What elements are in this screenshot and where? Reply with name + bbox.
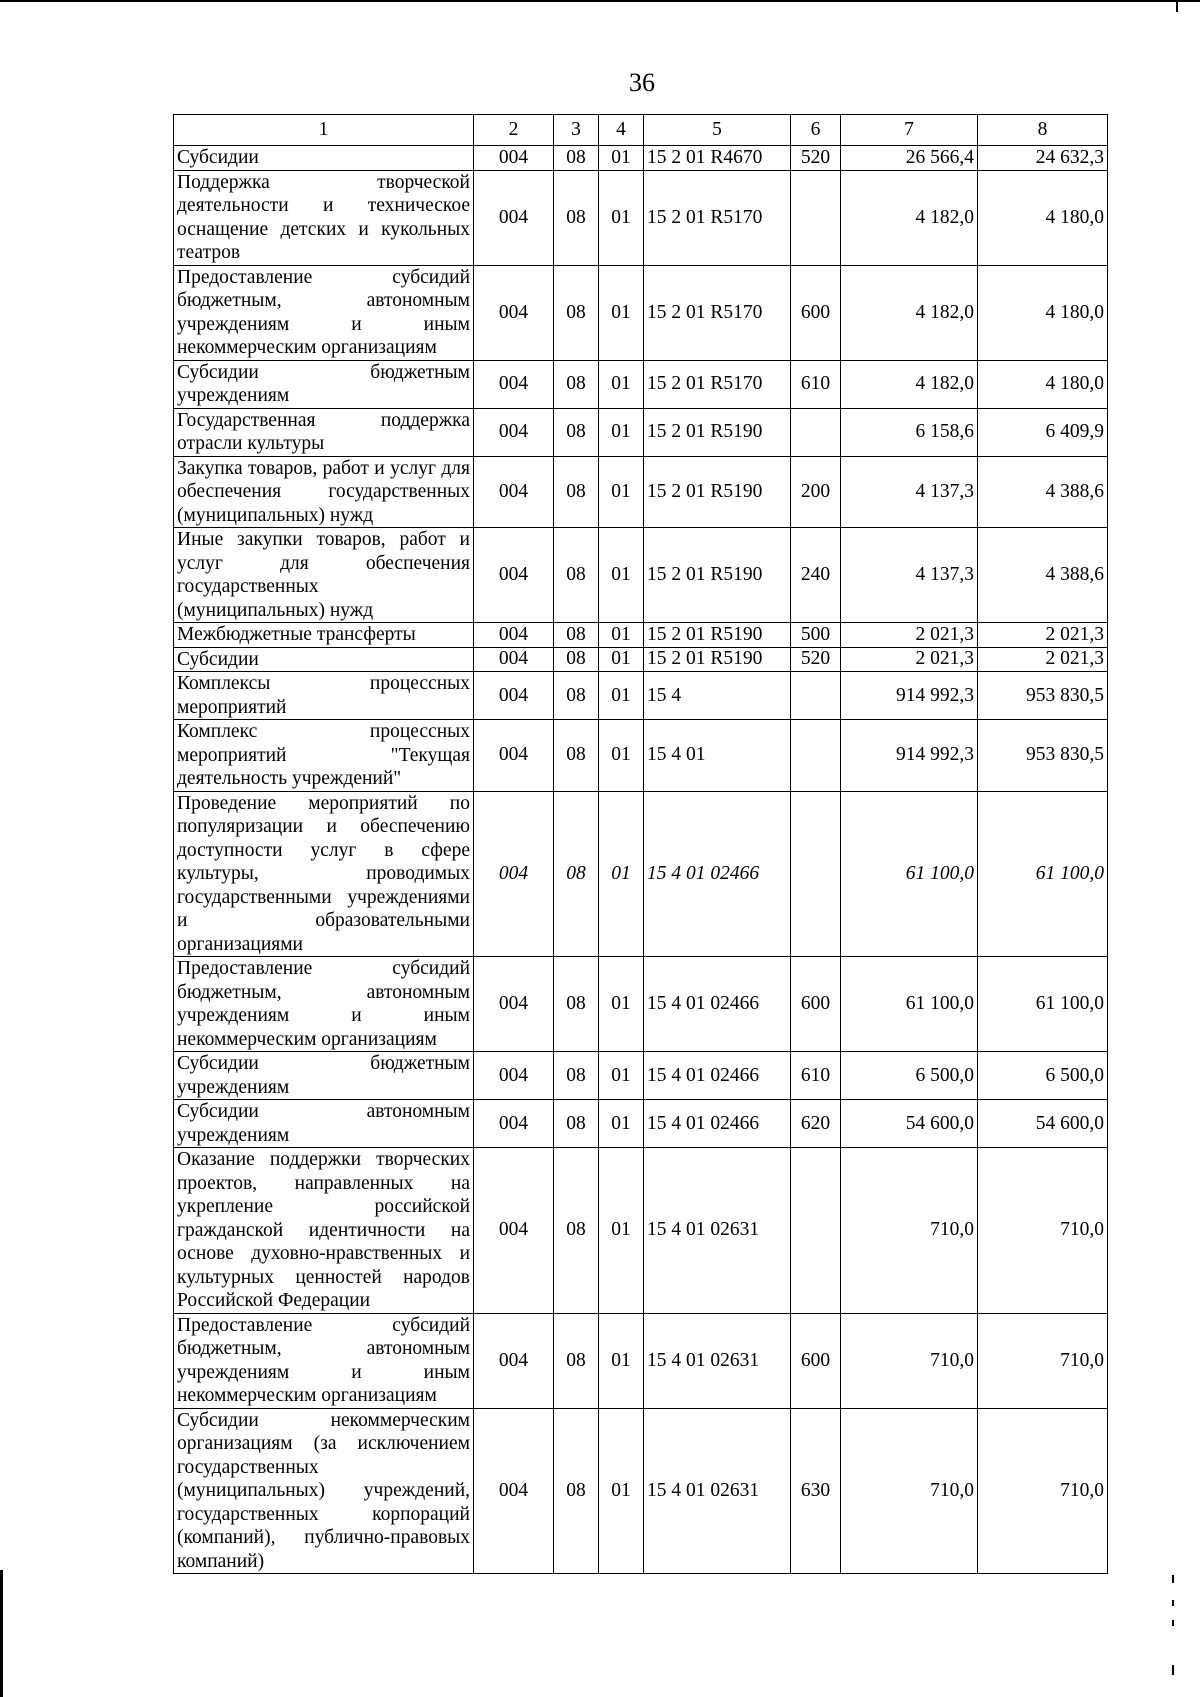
row-name-cell: Предоставление субсидий бюджетным, автономным учреждениям и иным некоммерческим организациям bbox=[174, 265, 474, 360]
row-subsection-cell: 01 bbox=[599, 623, 644, 648]
row-ministry-code-cell: 004 bbox=[474, 146, 554, 171]
row-amount-2-cell: 2 021,3 bbox=[978, 623, 1108, 648]
row-amount-2-cell: 710,0 bbox=[978, 1148, 1108, 1314]
row-name-cell: Субсидии некоммерческим организациям (за исключением государственных (муниципальных) учреждений, государственных корпораций (компаний), публично-правовых компаний) bbox=[174, 1408, 474, 1574]
row-name-cell: Закупка товаров, работ и услуг для обеспечения государственных (муниципальных) нужд bbox=[174, 456, 474, 528]
row-section-cell: 08 bbox=[554, 957, 599, 1052]
top-border-line bbox=[0, 0, 1200, 2]
row-subsection-cell: 01 bbox=[599, 146, 644, 171]
page-number: 36 bbox=[629, 68, 655, 97]
row-subsection-cell: 01 bbox=[599, 1148, 644, 1314]
row-name-cell: Комплексы процессных мероприятий bbox=[174, 672, 474, 720]
row-section-cell: 08 bbox=[554, 170, 599, 265]
col-header-6: 6 bbox=[791, 115, 841, 146]
row-amount-1-cell: 4 137,3 bbox=[841, 456, 978, 528]
row-amount-2-cell: 24 632,3 bbox=[978, 146, 1108, 171]
row-ministry-code-cell: 004 bbox=[474, 1313, 554, 1408]
table-row bbox=[174, 791, 1108, 957]
col-header-5: 5 bbox=[644, 115, 791, 146]
row-name-cell: Межбюджетные трансферты bbox=[174, 623, 474, 648]
row-amount-2-cell: 4 180,0 bbox=[978, 265, 1108, 360]
row-amount-1-cell: 61 100,0 bbox=[841, 957, 978, 1052]
row-ministry-code-cell: 004 bbox=[474, 791, 554, 957]
row-name-cell: Субсидии автономным учреждениям bbox=[174, 1100, 474, 1148]
row-target-code-cell: 15 4 bbox=[644, 672, 791, 720]
col-header-3: 3 bbox=[554, 115, 599, 146]
row-expense-type-cell bbox=[791, 720, 841, 792]
row-expense-type-cell: 520 bbox=[791, 647, 841, 672]
row-target-code-cell: 15 2 01 R5190 bbox=[644, 623, 791, 648]
row-target-code-cell: 15 4 01 02466 bbox=[644, 791, 791, 957]
row-section-cell: 08 bbox=[554, 360, 599, 408]
row-ministry-code-cell: 004 bbox=[474, 647, 554, 672]
row-amount-2-cell: 4 180,0 bbox=[978, 170, 1108, 265]
row-expense-type-cell bbox=[791, 791, 841, 957]
row-target-code-cell: 15 4 01 02631 bbox=[644, 1313, 791, 1408]
row-amount-1-cell: 61 100,0 bbox=[841, 791, 978, 957]
table-row bbox=[174, 1100, 1108, 1148]
row-target-code-cell: 15 4 01 02466 bbox=[644, 957, 791, 1052]
budget-table bbox=[173, 114, 1108, 1574]
row-target-code-cell: 15 4 01 02631 bbox=[644, 1408, 791, 1574]
row-amount-2-cell: 953 830,5 bbox=[978, 672, 1108, 720]
row-amount-1-cell: 4 137,3 bbox=[841, 528, 978, 623]
row-target-code-cell: 15 4 01 bbox=[644, 720, 791, 792]
row-expense-type-cell bbox=[791, 1148, 841, 1314]
row-section-cell: 08 bbox=[554, 623, 599, 648]
row-target-code-cell: 15 2 01 R5170 bbox=[644, 265, 791, 360]
row-amount-1-cell: 6 500,0 bbox=[841, 1052, 978, 1100]
table-row bbox=[174, 456, 1108, 528]
row-ministry-code-cell: 004 bbox=[474, 170, 554, 265]
row-subsection-cell: 01 bbox=[599, 170, 644, 265]
row-subsection-cell: 01 bbox=[599, 265, 644, 360]
row-amount-2-cell: 2 021,3 bbox=[978, 647, 1108, 672]
table-row bbox=[174, 720, 1108, 792]
row-section-cell: 08 bbox=[554, 791, 599, 957]
row-expense-type-cell bbox=[791, 672, 841, 720]
row-name-cell: Предоставление субсидий бюджетным, автономным учреждениям и иным некоммерческим организациям bbox=[174, 957, 474, 1052]
row-subsection-cell: 01 bbox=[599, 1408, 644, 1574]
row-subsection-cell: 01 bbox=[599, 1052, 644, 1100]
row-subsection-cell: 01 bbox=[599, 791, 644, 957]
row-target-code-cell: 15 2 01 R5190 bbox=[644, 456, 791, 528]
row-amount-2-cell: 6 409,9 bbox=[978, 408, 1108, 456]
row-section-cell: 08 bbox=[554, 146, 599, 171]
row-name-cell: Субсидии bbox=[174, 647, 474, 672]
col-header-1: 1 bbox=[174, 115, 474, 146]
row-subsection-cell: 01 bbox=[599, 1313, 644, 1408]
table-body bbox=[174, 146, 1108, 1574]
row-expense-type-cell: 240 bbox=[791, 528, 841, 623]
row-expense-type-cell: 600 bbox=[791, 265, 841, 360]
table-row bbox=[174, 1052, 1108, 1100]
row-ministry-code-cell: 004 bbox=[474, 528, 554, 623]
row-ministry-code-cell: 004 bbox=[474, 720, 554, 792]
table-row bbox=[174, 1148, 1108, 1314]
row-amount-1-cell: 2 021,3 bbox=[841, 623, 978, 648]
row-name-cell: Поддержка творческой деятельности и техническое оснащение детских и кукольных театров bbox=[174, 170, 474, 265]
row-amount-2-cell: 710,0 bbox=[978, 1313, 1108, 1408]
row-name-cell: Проведение мероприятий по популяризации и обеспечению доступности услуг в сфере культуры, проводимых государственными учреждениями и образовательными организациями bbox=[174, 791, 474, 957]
row-ministry-code-cell: 004 bbox=[474, 360, 554, 408]
row-amount-2-cell: 4 388,6 bbox=[978, 528, 1108, 623]
row-subsection-cell: 01 bbox=[599, 647, 644, 672]
col-header-2: 2 bbox=[474, 115, 554, 146]
row-name-cell: Иные закупки товаров, работ и услуг для обеспечения государственных (муниципальных) нужд bbox=[174, 528, 474, 623]
col-header-7: 7 bbox=[841, 115, 978, 146]
row-amount-2-cell: 710,0 bbox=[978, 1408, 1108, 1574]
row-name-cell: Субсидии бюджетным учреждениям bbox=[174, 360, 474, 408]
row-amount-2-cell: 4 180,0 bbox=[978, 360, 1108, 408]
row-expense-type-cell: 200 bbox=[791, 456, 841, 528]
row-section-cell: 08 bbox=[554, 720, 599, 792]
table-row bbox=[174, 957, 1108, 1052]
row-name-cell: Комплекс процессных мероприятий "Текущая деятельность учреждений" bbox=[174, 720, 474, 792]
row-expense-type-cell bbox=[791, 170, 841, 265]
table-row bbox=[174, 528, 1108, 623]
row-ministry-code-cell: 004 bbox=[474, 1148, 554, 1314]
row-amount-1-cell: 2 021,3 bbox=[841, 647, 978, 672]
row-section-cell: 08 bbox=[554, 528, 599, 623]
row-expense-type-cell: 600 bbox=[791, 957, 841, 1052]
table-row bbox=[174, 146, 1108, 171]
row-amount-1-cell: 914 992,3 bbox=[841, 672, 978, 720]
row-target-code-cell: 15 2 01 R5190 bbox=[644, 408, 791, 456]
row-amount-1-cell: 4 182,0 bbox=[841, 265, 978, 360]
col-header-8: 8 bbox=[978, 115, 1108, 146]
row-expense-type-cell: 520 bbox=[791, 146, 841, 171]
row-amount-2-cell: 54 600,0 bbox=[978, 1100, 1108, 1148]
row-target-code-cell: 15 2 01 R5170 bbox=[644, 170, 791, 265]
row-section-cell: 08 bbox=[554, 456, 599, 528]
row-subsection-cell: 01 bbox=[599, 957, 644, 1052]
row-section-cell: 08 bbox=[554, 408, 599, 456]
row-amount-1-cell: 914 992,3 bbox=[841, 720, 978, 792]
row-ministry-code-cell: 004 bbox=[474, 265, 554, 360]
row-target-code-cell: 15 2 01 R5190 bbox=[644, 647, 791, 672]
row-expense-type-cell: 610 bbox=[791, 360, 841, 408]
row-amount-1-cell: 710,0 bbox=[841, 1148, 978, 1314]
table-header-row bbox=[174, 115, 1108, 146]
scan-edge-mark bbox=[1172, 1665, 1174, 1675]
table-row bbox=[174, 672, 1108, 720]
row-subsection-cell: 01 bbox=[599, 720, 644, 792]
row-amount-1-cell: 4 182,0 bbox=[841, 360, 978, 408]
row-ministry-code-cell: 004 bbox=[474, 1408, 554, 1574]
row-target-code-cell: 15 4 01 02631 bbox=[644, 1148, 791, 1314]
row-ministry-code-cell: 004 bbox=[474, 1100, 554, 1148]
scan-edge-mark bbox=[1172, 1575, 1174, 1583]
row-amount-1-cell: 54 600,0 bbox=[841, 1100, 978, 1148]
row-expense-type-cell: 600 bbox=[791, 1313, 841, 1408]
row-name-cell: Субсидии бюджетным учреждениям bbox=[174, 1052, 474, 1100]
row-name-cell: Предоставление субсидий бюджетным, автономным учреждениям и иным некоммерческим организациям bbox=[174, 1313, 474, 1408]
row-subsection-cell: 01 bbox=[599, 456, 644, 528]
row-section-cell: 08 bbox=[554, 1313, 599, 1408]
row-expense-type-cell: 500 bbox=[791, 623, 841, 648]
table-row bbox=[174, 1408, 1108, 1574]
row-name-cell: Оказание поддержки творческих проектов, направленных на укрепление российской гражданской идентичности на основе духовно-нравственных и культурных ценностей народов Российской Федерации bbox=[174, 1148, 474, 1314]
row-subsection-cell: 01 bbox=[599, 360, 644, 408]
col-header-4: 4 bbox=[599, 115, 644, 146]
row-amount-2-cell: 6 500,0 bbox=[978, 1052, 1108, 1100]
scan-edge-mark bbox=[1176, 0, 1178, 12]
row-section-cell: 08 bbox=[554, 647, 599, 672]
table-row bbox=[174, 170, 1108, 265]
row-subsection-cell: 01 bbox=[599, 528, 644, 623]
row-amount-2-cell: 61 100,0 bbox=[978, 957, 1108, 1052]
row-ministry-code-cell: 004 bbox=[474, 623, 554, 648]
row-section-cell: 08 bbox=[554, 672, 599, 720]
row-subsection-cell: 01 bbox=[599, 672, 644, 720]
row-section-cell: 08 bbox=[554, 1408, 599, 1574]
row-name-cell: Субсидии bbox=[174, 146, 474, 171]
scan-edge-mark bbox=[1172, 1600, 1174, 1606]
row-ministry-code-cell: 004 bbox=[474, 408, 554, 456]
row-target-code-cell: 15 2 01 R4670 bbox=[644, 146, 791, 171]
row-amount-1-cell: 710,0 bbox=[841, 1408, 978, 1574]
row-name-cell: Государственная поддержка отрасли культуры bbox=[174, 408, 474, 456]
row-target-code-cell: 15 4 01 02466 bbox=[644, 1100, 791, 1148]
row-subsection-cell: 01 bbox=[599, 408, 644, 456]
row-amount-1-cell: 4 182,0 bbox=[841, 170, 978, 265]
row-ministry-code-cell: 004 bbox=[474, 957, 554, 1052]
row-subsection-cell: 01 bbox=[599, 1100, 644, 1148]
row-amount-1-cell: 6 158,6 bbox=[841, 408, 978, 456]
table-row bbox=[174, 623, 1108, 648]
row-ministry-code-cell: 004 bbox=[474, 1052, 554, 1100]
row-expense-type-cell: 630 bbox=[791, 1408, 841, 1574]
scan-edge-mark bbox=[0, 1570, 3, 1697]
table-row bbox=[174, 647, 1108, 672]
row-amount-1-cell: 710,0 bbox=[841, 1313, 978, 1408]
row-amount-1-cell: 26 566,4 bbox=[841, 146, 978, 171]
table-row bbox=[174, 1313, 1108, 1408]
row-target-code-cell: 15 2 01 R5190 bbox=[644, 528, 791, 623]
row-amount-2-cell: 4 388,6 bbox=[978, 456, 1108, 528]
row-amount-2-cell: 953 830,5 bbox=[978, 720, 1108, 792]
row-expense-type-cell: 610 bbox=[791, 1052, 841, 1100]
row-expense-type-cell bbox=[791, 408, 841, 456]
table-row bbox=[174, 408, 1108, 456]
row-expense-type-cell: 620 bbox=[791, 1100, 841, 1148]
row-target-code-cell: 15 4 01 02466 bbox=[644, 1052, 791, 1100]
row-section-cell: 08 bbox=[554, 265, 599, 360]
scan-edge-mark bbox=[1172, 1620, 1174, 1626]
row-target-code-cell: 15 2 01 R5170 bbox=[644, 360, 791, 408]
row-ministry-code-cell: 004 bbox=[474, 456, 554, 528]
row-section-cell: 08 bbox=[554, 1148, 599, 1314]
table-row bbox=[174, 265, 1108, 360]
table-row bbox=[174, 360, 1108, 408]
row-amount-2-cell: 61 100,0 bbox=[978, 791, 1108, 957]
row-ministry-code-cell: 004 bbox=[474, 672, 554, 720]
row-section-cell: 08 bbox=[554, 1052, 599, 1100]
row-section-cell: 08 bbox=[554, 1100, 599, 1148]
